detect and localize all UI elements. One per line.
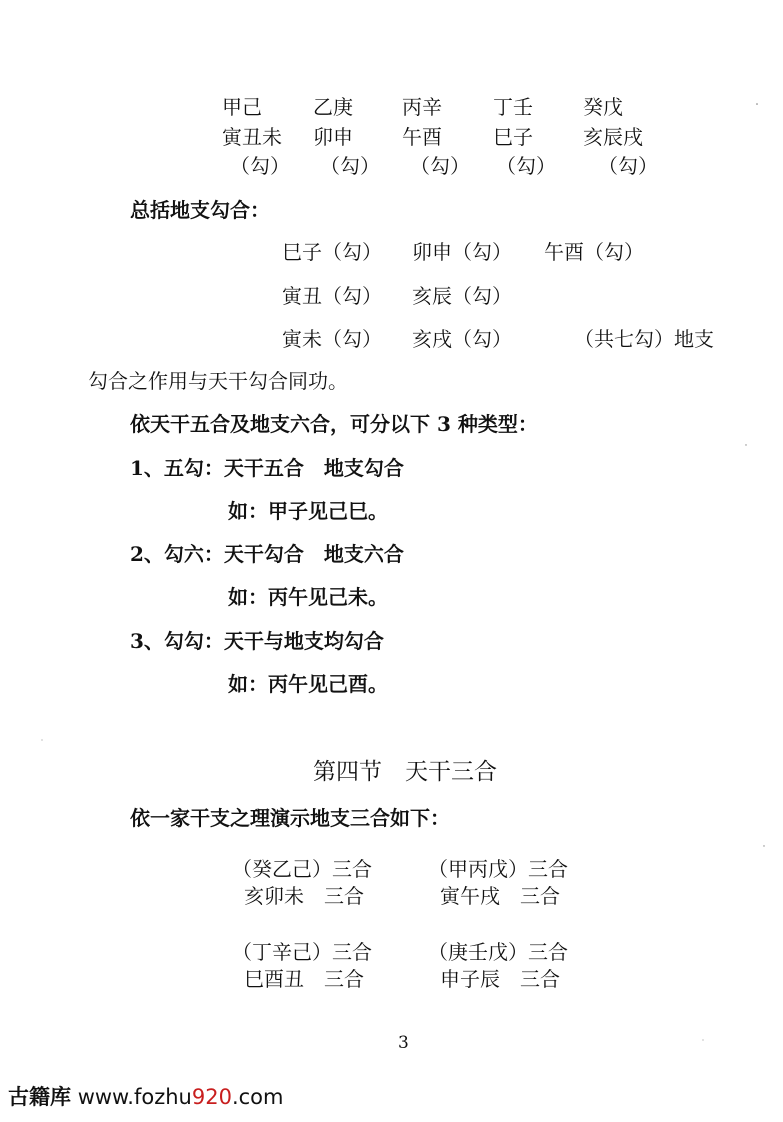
branch-group-2: 卯申 xyxy=(313,125,353,149)
page-number: 3 xyxy=(398,1033,409,1053)
stem-pair-1: 甲己 xyxy=(222,95,262,119)
section-heading: 第四节 天干三合 xyxy=(313,759,497,785)
summary-item: 亥戌（勾） xyxy=(412,327,512,351)
summary-item: 巳子（勾） xyxy=(282,240,382,264)
gou-mark-2: （勾） xyxy=(320,154,380,178)
sanhe-branches-left: 巳酉丑 三合 xyxy=(244,967,364,991)
sanhe-branches-left: 亥卯未 三合 xyxy=(244,884,364,908)
sanhe-branches-right: 寅午戌 三合 xyxy=(440,884,560,908)
branch-group-3: 午酉 xyxy=(402,125,442,149)
summary-item: 亥辰（勾） xyxy=(412,284,512,308)
sanhe-stems-left: （癸乙己）三合 xyxy=(232,857,372,881)
stem-pair-5: 癸戊 xyxy=(583,95,623,119)
type-example-1: 如：甲子见己巳。 xyxy=(228,499,388,523)
stem-pair-4: 丁壬 xyxy=(493,95,533,119)
gou-mark-4: （勾） xyxy=(496,154,556,178)
summary-item: 寅丑（勾） xyxy=(282,284,382,308)
continuation-paragraph: 勾合之作用与天干勾合同功。 xyxy=(88,369,348,393)
summary-item: （共七勾）地支 xyxy=(574,327,714,351)
summary-item: 寅未（勾） xyxy=(282,327,382,351)
sanhe-stems-left: （丁辛己）三合 xyxy=(232,940,372,964)
branch-group-1: 寅丑未 xyxy=(222,125,282,149)
gou-mark-5: （勾） xyxy=(598,154,658,178)
summary-item: 午酉（勾） xyxy=(544,240,644,264)
type-label-1: 1、五勾：天干五合 地支勾合 xyxy=(130,456,404,480)
summary-item: 卯申（勾） xyxy=(412,240,512,264)
site-name: 古籍库 xyxy=(8,1085,71,1109)
summary-title: 总括地支勾合： xyxy=(130,198,270,222)
sanhe-branches-right: 申子辰 三合 xyxy=(440,967,560,991)
type-label-3: 3、勾勾：天干与地支均勾合 xyxy=(130,629,384,653)
type-example-3: 如：丙午见己酉。 xyxy=(228,672,388,696)
stem-pair-2: 乙庚 xyxy=(313,95,353,119)
stem-pair-3: 丙辛 xyxy=(402,95,442,119)
branch-group-4: 巳子 xyxy=(493,125,533,149)
sanhe-stems-right: （甲丙戊）三合 xyxy=(428,857,568,881)
site-watermark xyxy=(8,1084,283,1110)
type-label-2: 2、勾六：天干勾合 地支六合 xyxy=(130,542,404,566)
gou-mark-3: （勾） xyxy=(410,154,470,178)
site-url: www.fozhu920.com xyxy=(77,1085,284,1109)
gou-mark-1: （勾） xyxy=(230,154,290,178)
type-example-2: 如：丙午见己未。 xyxy=(228,585,388,609)
types-intro: 依天干五合及地支六合，可分以下 3 种类型： xyxy=(130,412,538,436)
branch-group-5: 亥辰戌 xyxy=(583,125,643,149)
section-intro: 依一家干支之理演示地支三合如下： xyxy=(130,806,450,830)
sanhe-stems-right: （庚壬戊）三合 xyxy=(428,940,568,964)
